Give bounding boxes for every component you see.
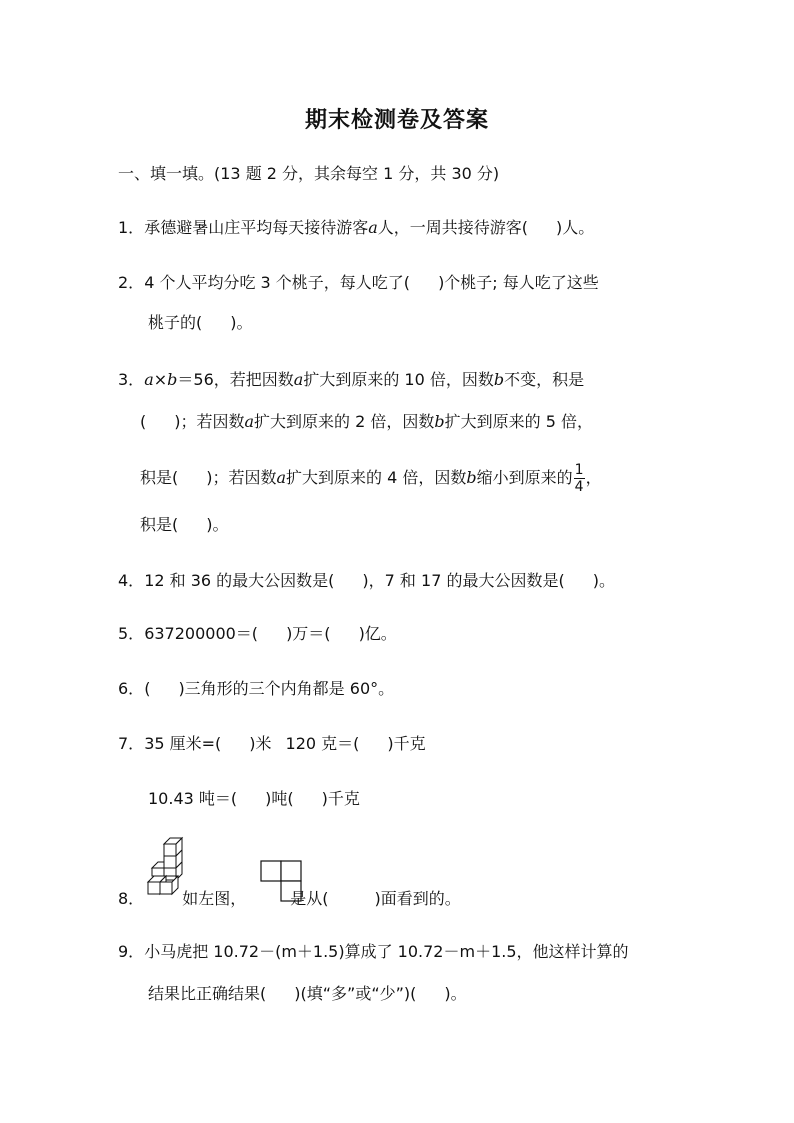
question-number: 4．	[118, 571, 145, 590]
question-4: 4．12 和 36 的最大公因数是( )，7 和 17 的最大公因数是( )。	[118, 571, 615, 590]
question-number: 1．	[118, 218, 145, 237]
question-3-line-4: 积是( )。	[140, 515, 229, 534]
question-9: 9．小马虎把 10.72－(m＋1.5)算成了 10.72－m＋1.5，他这样计算的	[118, 942, 629, 961]
question-number: 6．	[118, 679, 145, 698]
question-8: 8． 如左图， 是从( )面看到的。	[118, 889, 461, 908]
fraction-one-quarter: $\frac{1}{4}$	[574, 462, 584, 495]
question-number: 3．	[118, 370, 145, 389]
question-6: 6．( )三角形的三个内角都是 60°。	[118, 679, 395, 698]
question-9-continued: 结果比正确结果( )(填“多”或“少”)( )。	[148, 984, 467, 1003]
question-number: 7．	[118, 734, 145, 753]
question-3-line-3: 积是( )；若因数a扩大到原来的 4 倍，因数b缩小到原来的 $\frac{1}{4}$ ，	[140, 462, 602, 495]
question-2: 2．4 个人平均分吃 3 个桃子，每人吃了( )个桃子; 每人吃了这些	[118, 273, 599, 292]
question-number: 5．	[118, 624, 145, 643]
question-number: 8．	[118, 889, 145, 908]
page-title: 期末检测卷及答案	[304, 108, 489, 133]
question-2-continued: 桃子的( )。	[148, 313, 253, 332]
section-heading: 一、填一填。(13 题 2 分，其余每空 1 分，共 30 分)	[118, 164, 500, 183]
question-3: 3．a×b＝56，若把因数a扩大到原来的 10 倍，因数b不变，积是	[118, 370, 585, 389]
question-7-continued: 10.43 吨＝( )吨( )千克	[148, 789, 360, 808]
question-1: 1．承德避暑山庄平均每天接待游客a人，一周共接待游客( )人。	[118, 218, 595, 237]
question-7: 7．35 厘米=( )米 120 克＝( )千克	[118, 734, 426, 753]
question-3-line-2: ( )；若因数a扩大到原来的 2 倍，因数b扩大到原来的 5 倍，	[140, 412, 594, 431]
question-number: 9．	[118, 942, 145, 961]
question-number: 2．	[118, 273, 145, 292]
question-5: 5．637200000＝( )万＝( )亿。	[118, 624, 397, 643]
